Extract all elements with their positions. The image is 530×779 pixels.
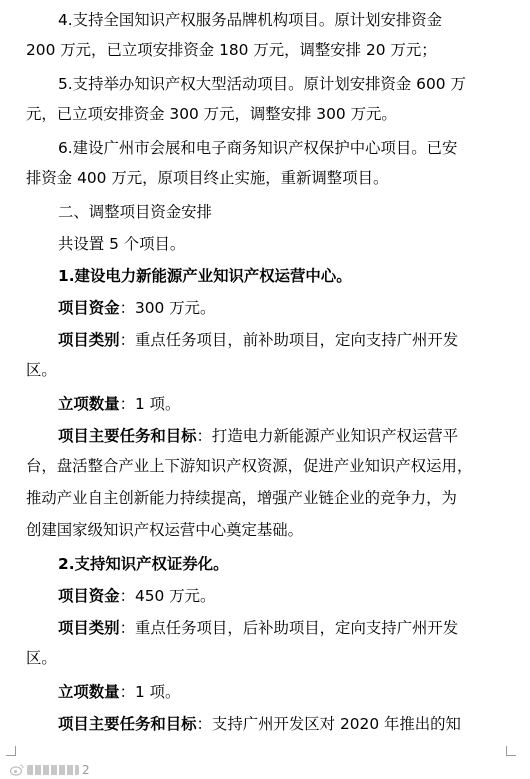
- text-line-5: 6.建设广州市会展和电子商务知识产权保护中心项目。已安: [58, 139, 458, 157]
- text-line-12: 区。: [26, 361, 57, 379]
- project-1-category: [58, 330, 530, 350]
- page-number: 2: [82, 763, 90, 777]
- text-line-2: 200 万元，已立项安排资金 180 万元，调整安排 20 万元；: [26, 41, 437, 59]
- project-1-count: [58, 394, 530, 414]
- watermark-text-icon: [27, 765, 79, 775]
- project-1-task: [58, 426, 530, 446]
- text-line-17: 创建国家级知识产权运营中心奠定基础。: [26, 521, 304, 539]
- text-line-8: 共设置 5 个项目。: [58, 235, 186, 253]
- value-category: ：重点任务项目，前补助项目，定向支持广州开发: [119, 331, 459, 349]
- section-heading: 二、调整项目资金安排: [58, 203, 212, 221]
- text-line-16: 推动产业自主创新能力持续提高，增强产业链企业的竞争力，为: [26, 489, 457, 507]
- label-count: 立项数量: [58, 683, 120, 701]
- label-count: 立项数量: [58, 395, 120, 413]
- project-2-category: [58, 618, 530, 638]
- value-funds: ：300 万元。: [119, 299, 216, 317]
- project-1-title: 1.建设电力新能源产业知识产权运营中心。: [58, 267, 352, 285]
- label-task: 项目主要任务和目标: [58, 715, 197, 733]
- text-line-1: 4.支持全国知识产权服务品牌机构项目。原计划安排资金: [58, 11, 443, 29]
- value-category: ：重点任务项目，后补助项目，定向支持广州开发: [119, 619, 459, 637]
- label-category: 项目类别: [58, 331, 120, 349]
- page-corner-mark-right: [506, 746, 516, 756]
- value-task: ：打造电力新能源产业知识产权运营平: [196, 427, 459, 445]
- value-funds: ：450 万元。: [119, 587, 216, 605]
- project-2-title: 2.支持知识产权证券化。: [58, 555, 229, 573]
- label-task: 项目主要任务和目标: [58, 427, 197, 445]
- project-2-funds: [58, 586, 530, 606]
- value-count: ：1 项。: [119, 395, 181, 413]
- text-line-3: 5.支持举办知识产权大型活动项目。原计划安排资金 600 万: [58, 75, 466, 93]
- text-line-21: 区。: [26, 649, 57, 667]
- label-funds: 项目资金: [58, 587, 120, 605]
- text-line-4: 元，已立项安排资金 300 万元，调整安排 300 万元。: [26, 105, 397, 123]
- value-task: ：支持广州开发区对 2020 年推出的知: [196, 715, 461, 733]
- project-1-funds: [58, 298, 530, 318]
- project-2-task: [58, 714, 530, 734]
- watermark: [10, 761, 90, 779]
- label-category: 项目类别: [58, 619, 120, 637]
- page-corner-mark-left: [6, 746, 16, 756]
- weibo-logo-icon: [10, 764, 24, 776]
- text-line-15: 台，盘活整合产业上下游知识产权资源，促进产业知识产权运用，: [26, 457, 473, 475]
- label-funds: 项目资金: [58, 299, 120, 317]
- text-line-6: 排资金 400 万元，原项目终止实施，重新调整项目。: [26, 169, 389, 187]
- project-2-count: [58, 682, 530, 702]
- value-count: ：1 项。: [119, 683, 181, 701]
